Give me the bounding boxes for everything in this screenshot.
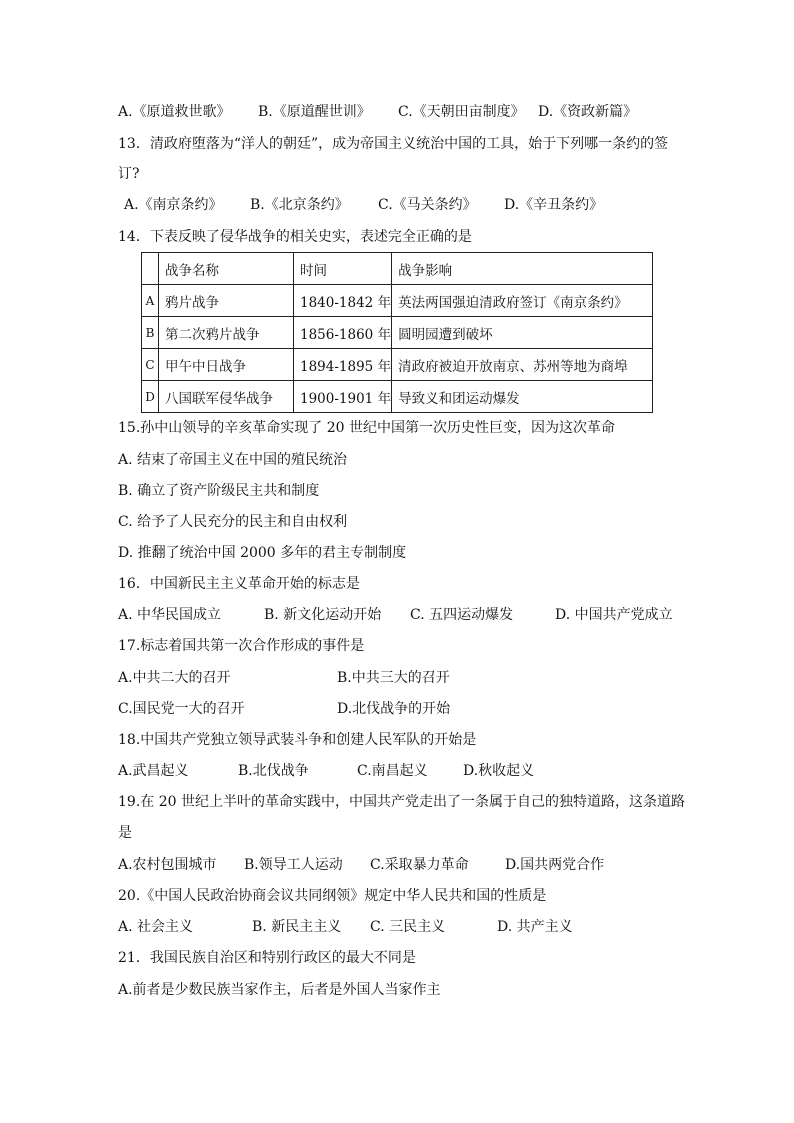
- q18-stem: 18.中国共产党独立领导武装斗争和创建人民军队的开始是: [118, 732, 477, 748]
- table-cell: 1840-1842 年: [294, 285, 392, 317]
- q13-option-b: B.《北京条约》: [250, 197, 349, 213]
- q18-option-d: D.秋收起义: [463, 763, 535, 779]
- q13-option-c: C.《马关条约》: [378, 197, 477, 213]
- table-header-cell: 战争影响: [392, 253, 653, 285]
- q16-option-b: B. 新文化运动开始: [264, 607, 382, 623]
- table-row: [142, 381, 653, 413]
- q17-option-b: B.中共三大的召开: [337, 670, 450, 686]
- table-header-cell: 时间: [294, 253, 392, 285]
- q13-stem-cont: 订?: [118, 166, 140, 182]
- q16-option-a: A. 中华民国成立: [118, 607, 222, 623]
- q12-option-b: B.《原道醒世训》: [258, 104, 371, 120]
- q18-option-b: B.北伐战争: [238, 763, 309, 779]
- q15-option-a: A. 结束了帝国主义在中国的殖民统治: [118, 452, 348, 468]
- q15-option-c: C. 给予了人民充分的民主和自由权利: [118, 514, 348, 530]
- q17-option-c: C.国民党一大的召开: [118, 701, 245, 717]
- table-cell: A: [142, 285, 159, 317]
- table-cell: B: [142, 317, 159, 349]
- q15-option-b: B. 确立了资产阶级民主共和制度: [118, 483, 320, 499]
- q19-option-b: B.领导工人运动: [244, 857, 343, 873]
- q20-stem: 20.《中国人民政治协商会议共同纲领》规定中华人民共和国的性质是: [118, 888, 547, 904]
- q19-stem: 19.在 20 世纪上半叶的革命实践中，中国共产党走出了一条属于自己的独特道路，这条道路: [118, 794, 685, 810]
- q20-option-c: C. 三民主义: [370, 919, 446, 935]
- q15-stem: 15.孙中山领导的辛亥革命实现了 20 世纪中国第一次历史性巨变，因为这次革命: [118, 420, 615, 436]
- q12-option-a: A.《原道救世歌》: [118, 104, 231, 120]
- q13-stem: 13．清政府堕落为“洋人的朝廷”，成为帝国主义统治中国的工具，始于下列哪一条约的签: [118, 136, 669, 152]
- q20-option-b: B. 新民主主义: [252, 919, 342, 935]
- table-cell: 甲午中日战争: [159, 349, 294, 381]
- table-cell: 八国联军侵华战争: [159, 381, 294, 413]
- q20-option-d: D. 共产主义: [497, 919, 573, 935]
- table-header-row: [142, 253, 653, 285]
- q16-option-d: D. 中国共产党成立: [555, 607, 673, 623]
- table-cell: 第二次鸦片战争: [159, 317, 294, 349]
- q13-option-d: D.《辛丑条约》: [504, 197, 604, 213]
- q17-option-a: A.中共二大的召开: [118, 670, 231, 686]
- table-cell: 清政府被迫开放南京、苏州等地为商埠: [392, 349, 653, 381]
- table-cell: 1894-1895 年: [294, 349, 392, 381]
- q13-option-a: A.《南京条约》: [124, 197, 223, 213]
- table-header-cell: 战争名称: [159, 253, 294, 285]
- q19-option-a: A.农村包围城市: [118, 857, 217, 873]
- q19-option-d: D.国共两党合作: [505, 857, 605, 873]
- q19-stem-cont: 是: [118, 825, 132, 841]
- table-cell: 导致义和团运动爆发: [392, 381, 653, 413]
- q18-option-c: C.南昌起义: [357, 763, 428, 779]
- q16-stem: 16．中国新民主主义革命开始的标志是: [118, 576, 360, 592]
- q21-option-a: A.前者是少数民族当家作主，后者是外国人当家作主: [118, 982, 441, 998]
- table-row: [142, 285, 653, 317]
- table-cell: 英法两国强迫清政府签订《南京条约》: [392, 285, 653, 317]
- war-table: [141, 252, 653, 413]
- table-cell: 鸦片战争: [159, 285, 294, 317]
- q15-option-d: D. 推翻了统治中国 2000 多年的君主专制制度: [118, 545, 407, 561]
- table-cell: 1856-1860 年: [294, 317, 392, 349]
- q20-option-a: A. 社会主义: [118, 919, 194, 935]
- table-cell: D: [142, 381, 159, 413]
- table-header-cell: [142, 253, 159, 285]
- q19-option-c: C.采取暴力革命: [370, 857, 469, 873]
- q17-option-d: D.北伐战争的开始: [337, 701, 451, 717]
- table-cell: C: [142, 349, 159, 381]
- q21-stem: 21．我国民族自治区和特别行政区的最大不同是: [118, 950, 416, 966]
- q12-option-c: C.《天朝田亩制度》: [398, 104, 525, 120]
- table-row: [142, 349, 653, 381]
- table-cell: 1900-1901 年: [294, 381, 392, 413]
- table-cell: 圆明园遭到破坏: [392, 317, 653, 349]
- q12-option-d: D.《资政新篇》: [538, 104, 638, 120]
- q16-option-c: C. 五四运动爆发: [410, 607, 514, 623]
- q14-stem: 14．下表反映了侵华战争的相关史实，表述完全正确的是: [118, 229, 472, 245]
- q18-option-a: A.武昌起义: [118, 763, 189, 779]
- q17-stem: 17.标志着国共第一次合作形成的事件是: [118, 638, 365, 654]
- table-row: [142, 317, 653, 349]
